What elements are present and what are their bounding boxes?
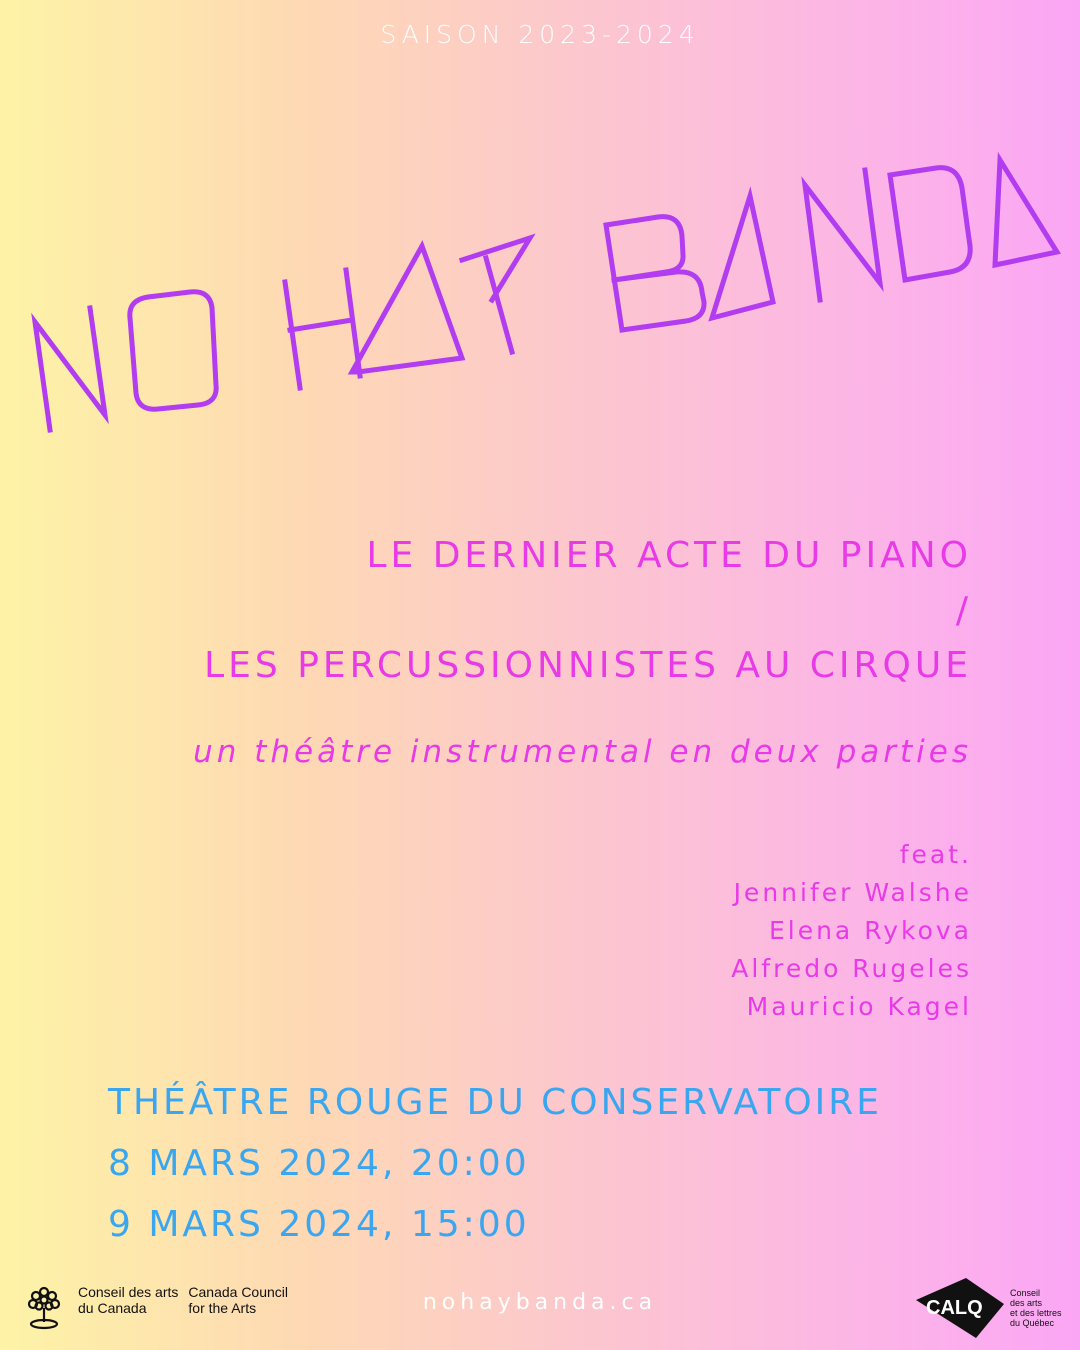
venue-name: THÉÂTRE ROUGE DU CONSERVATOIRE [108, 1082, 883, 1123]
calq-name [1010, 1288, 1062, 1328]
sponsor-text: for the Arts [188, 1300, 257, 1316]
artist-name: Mauricio Kagel [746, 992, 972, 1021]
band-name-logo [0, 0, 1080, 460]
sponsor-text: Conseil des arts [78, 1284, 179, 1300]
performance-date: 8 MARS 2024, 20:00 [108, 1143, 530, 1184]
calq-logo [912, 1278, 1062, 1338]
sponsor-text: du Québec [1010, 1318, 1055, 1328]
artist-name: Jennifer Walshe [733, 878, 972, 907]
calq-logo-text: CALQ [926, 1297, 983, 1319]
sponsor-text: Conseil [1010, 1288, 1041, 1298]
calq-emblem-icon [912, 1278, 1004, 1338]
season-label: SAISON 2023-2024 [380, 20, 700, 49]
sponsor-text: Canada Council [188, 1284, 289, 1300]
artist-name: Alfredo Rugeles [731, 954, 972, 983]
program-subtitle: un théâtre instrumental en deux parties [193, 734, 972, 770]
program-line-2: LES PERCUSSIONNISTES AU CIRQUE [204, 645, 972, 686]
sponsor-text: du Canada [78, 1300, 147, 1316]
website-link[interactable]: nohaybanda.ca [422, 1290, 658, 1315]
performance-date: 9 MARS 2024, 15:00 [108, 1204, 530, 1245]
feat-label: feat. [899, 840, 972, 869]
venue-info [108, 1072, 882, 1255]
program-separator: / [955, 590, 972, 631]
program-line-1: LE DERNIER ACTE DU PIANO [366, 535, 972, 576]
artist-name: Elena Rykova [768, 916, 972, 945]
sponsor-text: et des lettres [1010, 1308, 1062, 1318]
program-title [204, 528, 972, 693]
featured-artists [731, 836, 972, 1026]
sponsor-text: des arts [1010, 1298, 1043, 1308]
